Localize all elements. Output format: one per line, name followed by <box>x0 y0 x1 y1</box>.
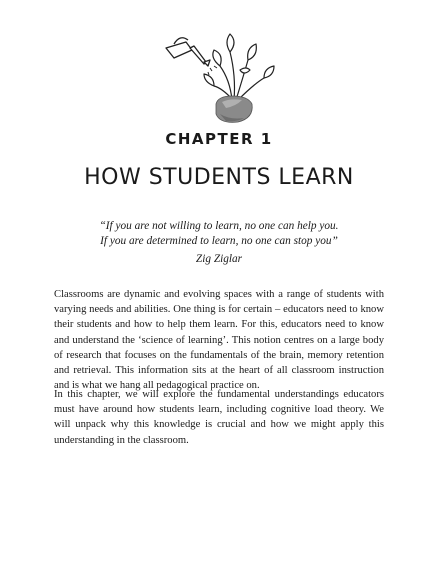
chapter-title: HOW STUDENTS LEARN <box>84 165 354 190</box>
watering-can-icon <box>166 38 210 66</box>
chapter-label: CHAPTER 1 <box>165 130 273 148</box>
epigraph-line: “If you are not willing to learn, no one can help you. <box>99 220 339 232</box>
plant-pot-icon <box>216 96 252 122</box>
epigraph-attribution: Zig Ziglar <box>195 253 243 265</box>
body-paragraph: Classrooms are dynamic and evolving spaces with a range of students with varying needs and abilities. One thing is for certain – educators need to know their students and how to help them learn. For this, educators need to know and understand the ‘science of learning’. This notion centres on a large body of research that focuses on the fundamentals of the brain, memory retention and retrieval. This information sits at the heart of all classroom instruction and is what we hang all pedagogical practice on. <box>54 289 384 392</box>
body-paragraph: In this chapter, we will explore the fundamental understandings educators must have around how students learn, including cognitive load theory. We will unpack why this knowledge is crucial and how we might apply this understanding in the classroom. <box>54 389 384 446</box>
watering-can-and-plant-icon <box>160 30 280 126</box>
epigraph-quote <box>0 219 438 249</box>
epigraph-line: If you are determined to learn, no one can stop you” <box>100 235 338 247</box>
